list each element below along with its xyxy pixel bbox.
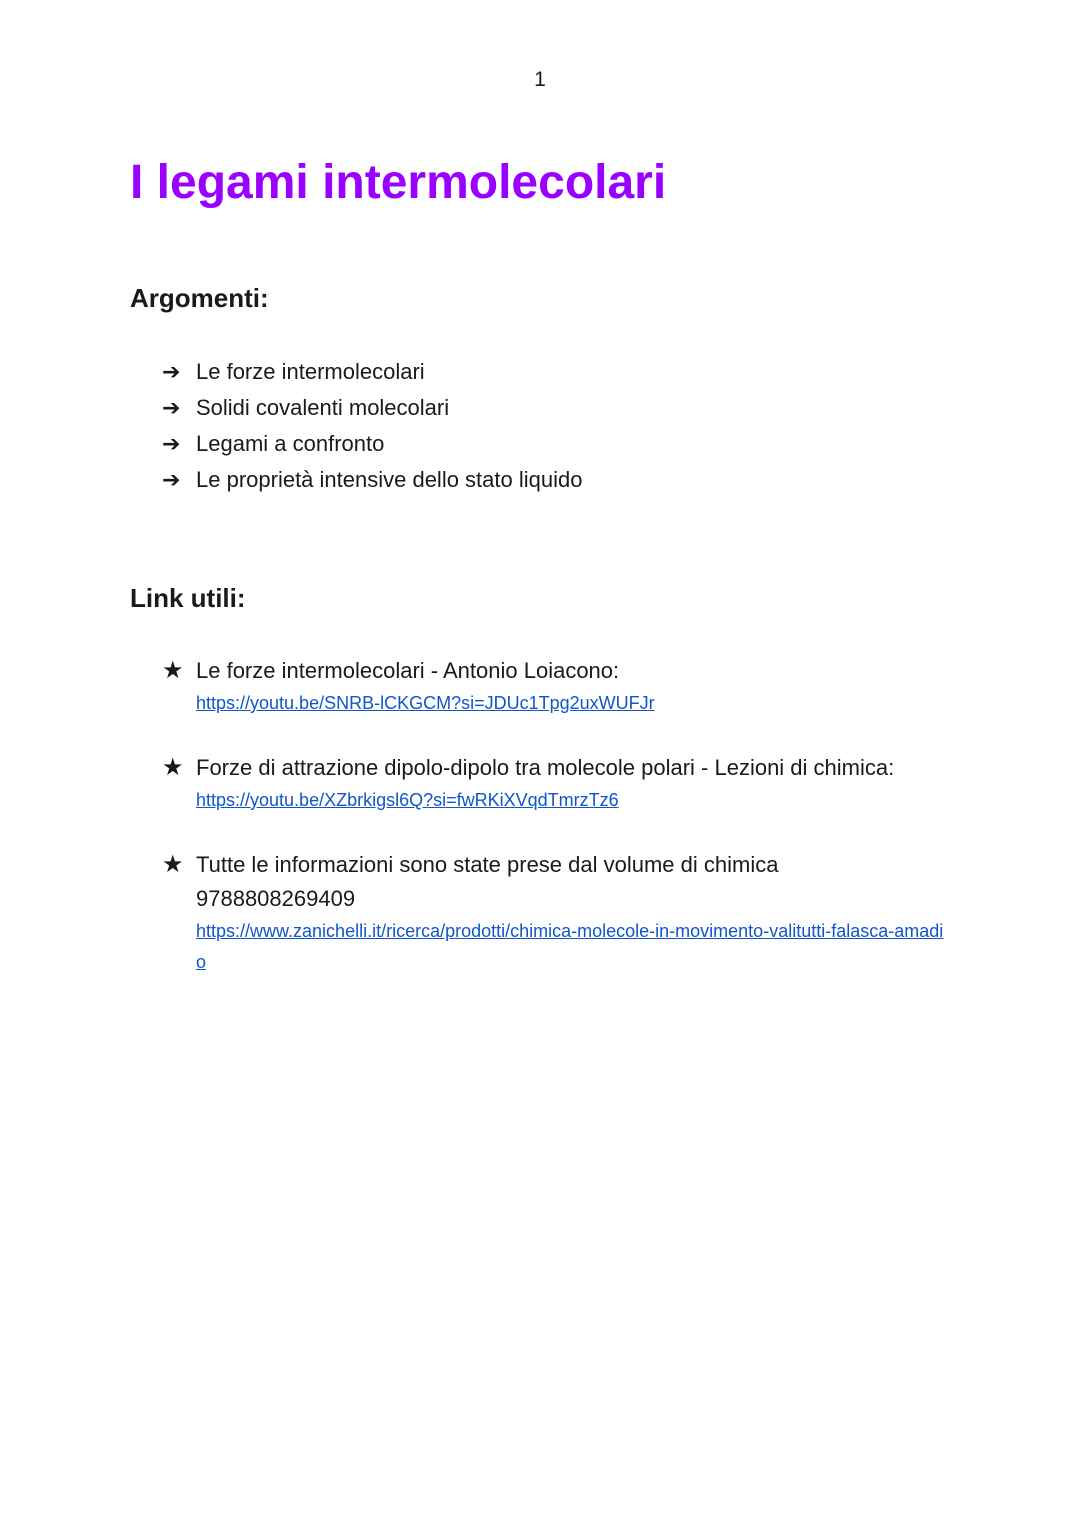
list-item xyxy=(162,390,582,426)
page-title: I legami intermolecolari xyxy=(130,156,667,209)
links-heading: Link utili: xyxy=(130,583,246,613)
star-icon: ★ xyxy=(162,657,184,684)
link-description: Tutte le informazioni sono state prese dal volume di chimica xyxy=(196,852,779,877)
topics-list xyxy=(162,354,582,498)
topic-label: Le forze intermolecolari xyxy=(196,359,425,384)
youtube-link-loiacono[interactable]: https://youtu.be/SNRB-lCKGCM?si=JDUc1Tpg2uxWUFJr xyxy=(196,693,655,713)
zanichelli-link[interactable]: https://www.zanichelli.it/ricerca/prodotti/chimica-molecole-in-movimento-valitutti-falasca-amadio xyxy=(196,921,944,972)
links-list xyxy=(162,654,962,1010)
list-item xyxy=(162,354,582,390)
isbn-text: 9788808269409 xyxy=(196,886,356,911)
topic-label: Legami a confronto xyxy=(196,431,385,456)
topic-label: Solidi covalenti molecolari xyxy=(196,395,450,420)
arrow-right-icon: ➔ xyxy=(162,467,181,492)
list-item xyxy=(162,462,582,498)
list-item xyxy=(162,426,582,462)
link-description: Forze di attrazione dipolo-dipolo tra molecole polari - Lezioni di chimica: xyxy=(196,755,895,780)
arrow-right-icon: ➔ xyxy=(162,431,181,456)
list-item xyxy=(162,654,962,719)
arrow-right-icon: ➔ xyxy=(162,395,181,420)
star-icon: ★ xyxy=(162,754,184,781)
arrow-right-icon: ➔ xyxy=(162,359,181,384)
star-icon: ★ xyxy=(162,851,184,878)
topics-heading: Argomenti: xyxy=(130,283,269,313)
list-item xyxy=(162,751,962,816)
topic-label: Le proprietà intensive dello stato liquido xyxy=(196,467,583,492)
page-number: 1 xyxy=(534,68,546,91)
list-item xyxy=(162,848,962,978)
youtube-link-dipolo[interactable]: https://youtu.be/XZbrkigsl6Q?si=fwRKiXVqdTmrzTz6 xyxy=(196,790,619,810)
link-description: Le forze intermolecolari - Antonio Loiacono: xyxy=(196,658,620,683)
